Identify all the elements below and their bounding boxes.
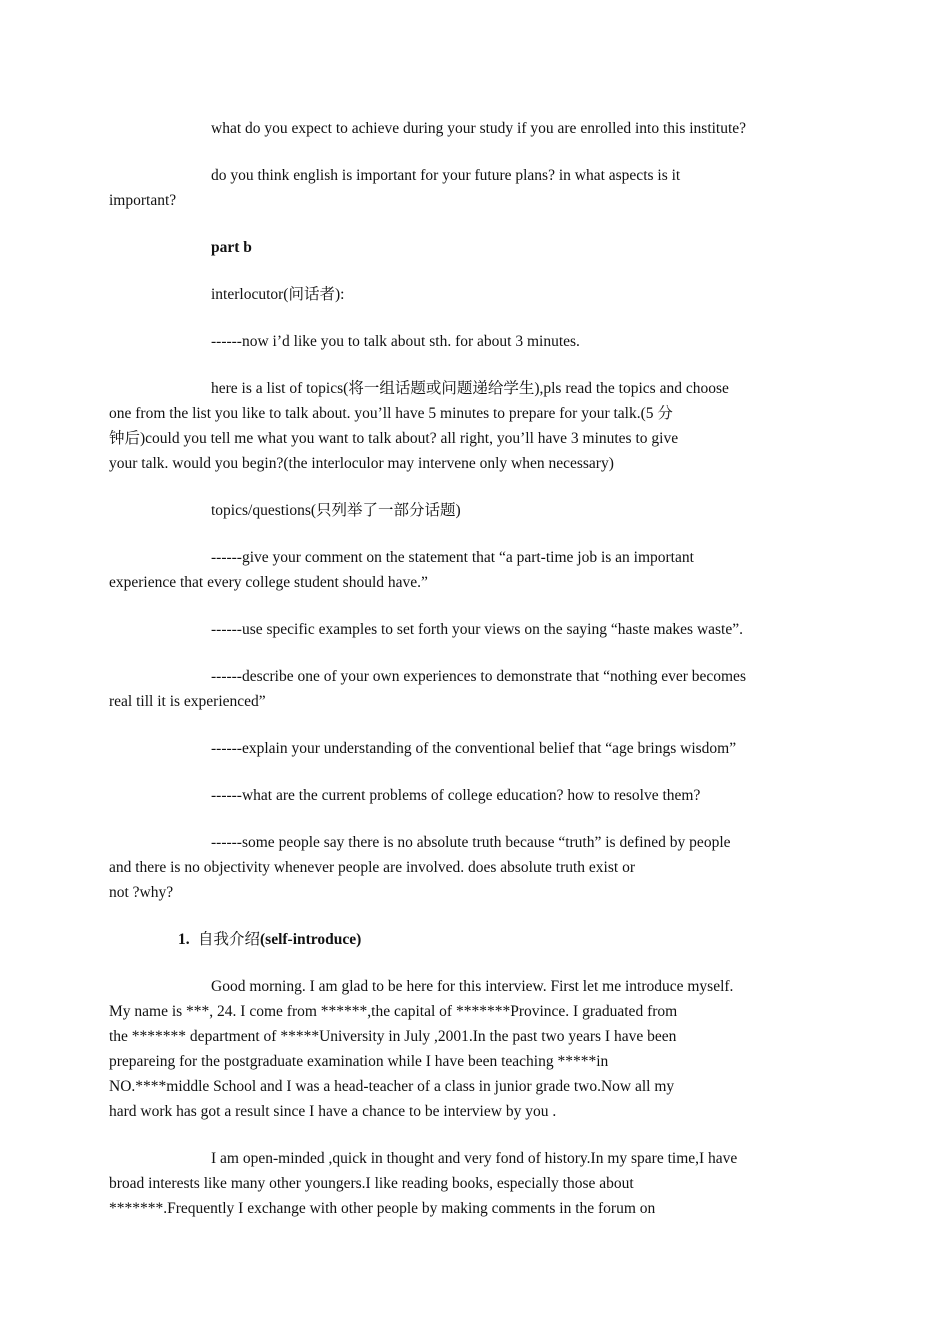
text-line: ------give your comment on the statement that “a part-time job is an important bbox=[211, 549, 694, 566]
paragraph-topics-list bbox=[109, 376, 792, 476]
paragraph-topic-haste bbox=[160, 617, 792, 642]
section-heading-self-introduce bbox=[160, 927, 792, 952]
text-line: NO.****middle School and I was a head-teacher of a class in junior grade two.Now all my bbox=[109, 1078, 675, 1095]
text-line: ------some people say there is no absolute truth because “truth” is defined by people bbox=[211, 834, 731, 851]
section-title-part-b bbox=[160, 235, 792, 260]
text-line: what do you expect to achieve during your study if you are enrolled into this institute? bbox=[211, 120, 747, 137]
paragraph-self-intro-2 bbox=[109, 1146, 792, 1221]
paragraph-question-english bbox=[109, 163, 792, 213]
text-line: broad interests like many other youngers.I like reading books, especially those about bbox=[109, 1175, 634, 1192]
text-line: ------what are the current problems of college education? how to resolve them? bbox=[211, 787, 701, 804]
text-line: 钟后)could you tell me what you want to talk about? all right, you’ll have 3 minutes to give bbox=[109, 430, 679, 447]
text-line: ------explain your understanding of the conventional belief that “age brings wisdom” bbox=[211, 740, 737, 757]
text-line: My name is ***, 24. I come from ******,the capital of *******Province. I graduated from bbox=[109, 1003, 678, 1020]
text-line: ------use specific examples to set forth your views on the saying “haste makes waste”. bbox=[211, 621, 743, 638]
heading-number: 1. bbox=[178, 931, 190, 948]
paragraph-talk-instruction bbox=[160, 329, 792, 354]
paragraph-question-achieve bbox=[160, 116, 792, 141]
text-line: *******.Frequently I exchange with other people by making comments in the forum on bbox=[109, 1200, 656, 1217]
text-line: ------now i’d like you to talk about sth. for about 3 minutes. bbox=[211, 333, 580, 350]
text-line: ------describe one of your own experiences to demonstrate that “nothing ever becomes bbox=[211, 668, 746, 685]
paragraph-topic-wisdom bbox=[160, 736, 792, 761]
text-line: Good morning. I am glad to be here for this interview. First let me introduce myself. bbox=[211, 978, 734, 995]
document-body bbox=[109, 116, 792, 1243]
paragraph-topic-experience bbox=[109, 664, 792, 714]
text-line: one from the list you like to talk about. you’ll have 5 minutes to prepare for your talk.(5 分 bbox=[109, 405, 673, 422]
text-line: hard work has got a result since I have a chance to be interview by you . bbox=[109, 1103, 557, 1120]
paragraph-topic-part-time-job bbox=[109, 545, 792, 595]
paragraph-topic-college-education bbox=[160, 783, 792, 808]
text-line: experience that every college student should have.” bbox=[109, 574, 428, 591]
text-line: part b bbox=[211, 239, 252, 256]
text-line: the ******* department of *****University in July ,2001.In the past two years I have been bbox=[109, 1028, 677, 1045]
text-line: interlocutor(问话者): bbox=[211, 286, 345, 303]
paragraph-self-intro-1 bbox=[109, 974, 792, 1124]
paragraph-topics-questions bbox=[160, 498, 792, 523]
text-line: here is a list of topics(将一组话题或问题递给学生),pls read the topics and choose bbox=[211, 380, 729, 397]
text-line: not ?why? bbox=[109, 884, 174, 901]
text-line: topics/questions(只列举了一部分话题) bbox=[211, 502, 461, 519]
text-line: important? bbox=[109, 192, 177, 209]
heading-cjk-text: 自我介绍 bbox=[198, 931, 261, 948]
text-line: prepareing for the postgraduate examination while I have been teaching *****in bbox=[109, 1053, 609, 1070]
paragraph-topic-absolute-truth bbox=[109, 830, 792, 905]
text-line: do you think english is important for your future plans? in what aspects is it bbox=[211, 167, 681, 184]
text-line: real till it is experienced” bbox=[109, 693, 266, 710]
paragraph-interlocutor bbox=[160, 282, 792, 307]
text-line: and there is no objectivity whenever people are involved. does absolute truth exist or bbox=[109, 859, 635, 876]
text-line: your talk. would you begin?(the interloculor may intervene only when necessary) bbox=[109, 455, 614, 472]
heading-text: (self-introduce) bbox=[260, 931, 362, 948]
text-line: I am open-minded ,quick in thought and very fond of history.In my spare time,I have bbox=[211, 1150, 738, 1167]
